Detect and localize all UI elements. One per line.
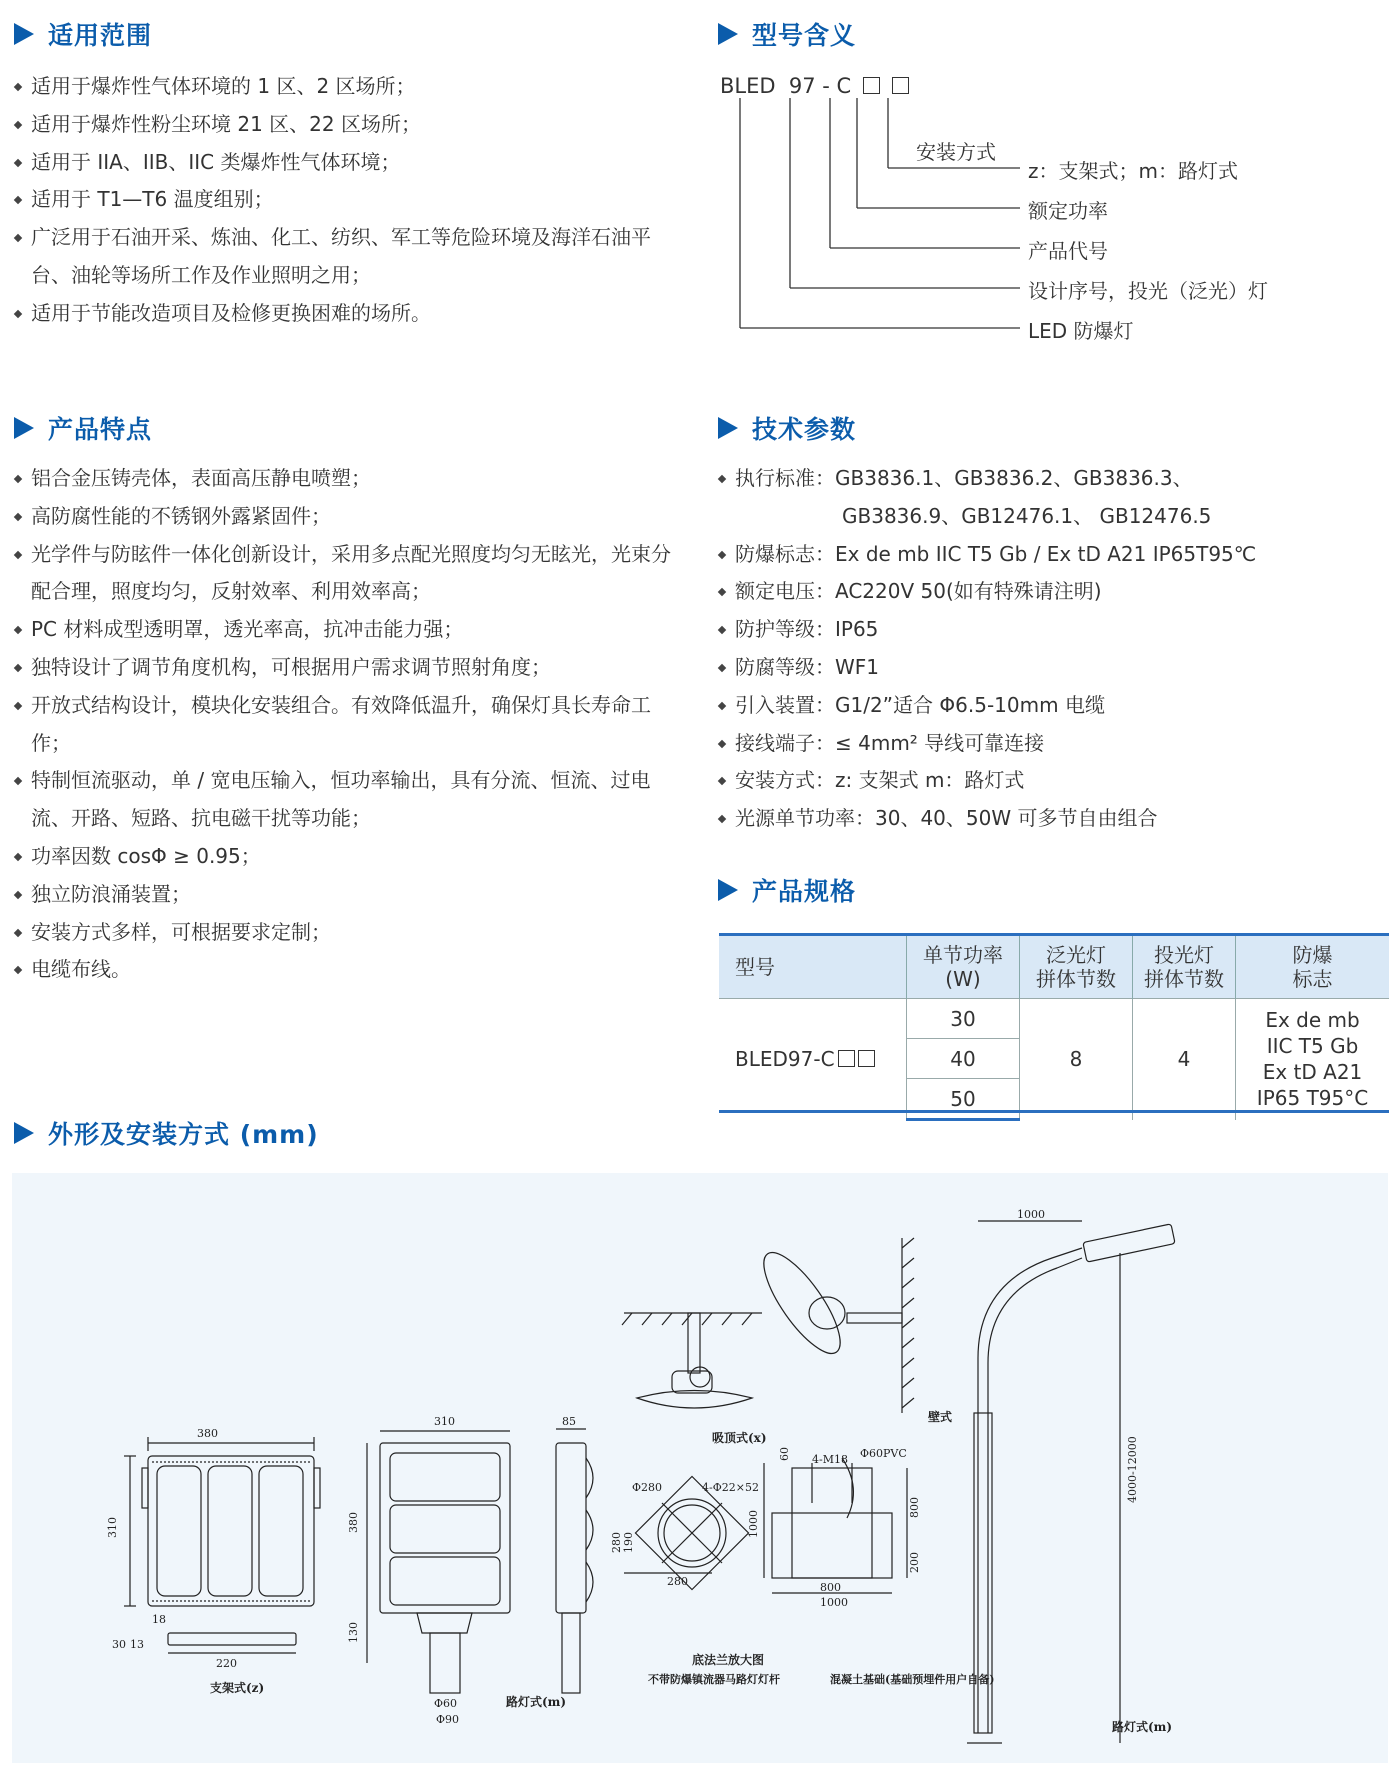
list-item: 电缆布线。: [12, 951, 677, 989]
list-item: 适用于 IIA、IIB、IIC 类爆炸性气体环境；: [12, 144, 677, 182]
caption-ceiling: 吸顶式(x): [712, 1431, 767, 1445]
street-luminaire-front-drawing: [367, 1431, 510, 1693]
dim-label: 310: [106, 1517, 119, 1538]
features-section-title: [14, 410, 152, 446]
dim-label: 4000-12000: [1126, 1436, 1139, 1503]
param-label: 安装方式：: [735, 768, 835, 793]
list-item: 适用于爆炸性气体环境的 1 区、2 区场所；: [12, 68, 677, 106]
wall-luminaire-drawing: [751, 1238, 914, 1413]
box-icon: [863, 77, 880, 94]
dim-label: 310: [434, 1415, 455, 1428]
scope-title-text: 适用范围: [48, 21, 153, 50]
header-power: 单节功率 (W): [907, 935, 1020, 999]
dim-label: 200: [908, 1552, 921, 1573]
dimensions-section-title: [14, 1115, 319, 1151]
param-label: 执行标准：: [735, 466, 835, 490]
list-item: 光学件与防眩件一体化创新设计，采用多点配光照度均匀无眩光，光束分配合理，照度均匀，反射效率、利用效率高；: [12, 536, 677, 612]
param-value: G1/2”适合 Φ6.5-10mm 电缆: [835, 692, 1105, 717]
model-code-prefix: BLED 97 - C: [720, 74, 852, 98]
foundation-drawing: [764, 1458, 907, 1593]
list-item: 适用于 T1—T6 温度组别；: [12, 181, 677, 219]
triangle-icon: [718, 879, 738, 901]
cell-power: 40: [907, 1039, 1020, 1079]
list-item: [716, 460, 1386, 536]
cell-power: 50: [907, 1079, 1020, 1120]
header-projector: 投光灯 拼体节数: [1133, 935, 1236, 999]
scope-section-title: [14, 16, 152, 52]
box-icon: [892, 77, 909, 94]
model-code: [720, 74, 909, 98]
caption-flange-note: 不带防爆镇流器马路灯灯杆: [648, 1673, 780, 1686]
dim-label: 800: [820, 1581, 841, 1594]
dim-label: Φ90: [436, 1713, 460, 1726]
param-label: 光源单节功率：: [735, 806, 875, 831]
dim-label: 13: [130, 1638, 144, 1651]
dim-label: 800: [908, 1497, 921, 1518]
label-install-options: z：支架式；m：路灯式: [1028, 159, 1238, 183]
param-value: ≤ 4mm² 导线可靠连接: [835, 730, 1045, 755]
cell-power: 30: [907, 999, 1020, 1039]
spec-title-text: 产品规格: [752, 877, 857, 906]
dim-label: 4-M18: [812, 1453, 848, 1466]
header-model: 型号: [719, 935, 907, 999]
list-item: 开放式结构设计，模块化安装组合。有效降低温升，确保灯具长寿命工作；: [12, 687, 677, 763]
triangle-icon: [14, 417, 34, 439]
dim-label: 380: [347, 1512, 360, 1533]
caption-bracket: 支架式(z): [210, 1681, 265, 1695]
dim-label: 30: [112, 1638, 126, 1651]
param-value: GB3836.1、GB3836.2、GB3836.3、: [835, 466, 1193, 490]
caption-foundation: 混凝土基础(基础预埋件用户自备): [830, 1673, 995, 1686]
label-serial: 设计序号，投光（泛光）灯: [1028, 279, 1268, 303]
dim-label: 60: [778, 1447, 791, 1461]
dim-label: 1000: [747, 1510, 760, 1538]
param-value: WF1: [835, 654, 880, 679]
dim-label: 190: [622, 1532, 635, 1553]
list-item: [716, 611, 1386, 649]
ex-line: IP65 T95°C: [1256, 1086, 1369, 1111]
label-product-code: 产品代号: [1028, 239, 1108, 263]
param-value: Ex de mb IIC T5 Gb / Ex tD A21 IP65T95℃: [835, 541, 1257, 566]
list-item: 安装方式多样，可根据要求定制；: [12, 914, 677, 952]
param-label: 防腐等级：: [735, 654, 835, 679]
label-install: 安装方式: [916, 140, 996, 164]
param-value: IP65: [835, 617, 879, 642]
features-title-text: 产品特点: [48, 415, 153, 444]
list-item: 高防腐性能的不锈钢外露紧固件；: [12, 498, 677, 536]
param-label: 接线端子：: [735, 730, 835, 755]
list-item: 铝合金压铸壳体，表面高压静电喷塑；: [12, 460, 677, 498]
tech-section-title: [718, 410, 856, 446]
dim-label: 18: [152, 1613, 166, 1626]
list-item: PC 材料成型透明罩，透光率高，抗冲击能力强；: [12, 611, 677, 649]
model-leader-lines: [730, 98, 1030, 333]
caption-street-a: 路灯式(m): [506, 1695, 567, 1709]
list-item: 适用于爆炸性粉尘环境 21 区、22 区场所；: [12, 106, 677, 144]
spec-section-title: [718, 872, 856, 908]
caption-flange: 底法兰放大图: [692, 1653, 765, 1667]
model-text: BLED97-C: [735, 1047, 835, 1072]
param-value: 30、40、50W 可多节自由组合: [875, 806, 1158, 831]
luminaire-side-drawing: [556, 1429, 593, 1693]
header-flood: 泛光灯 拼体节数: [1020, 935, 1133, 999]
box-icon: [838, 1050, 855, 1067]
dim-label: Φ280: [632, 1481, 663, 1494]
triangle-icon: [718, 417, 738, 439]
cell-ex: [1236, 999, 1390, 1120]
list-item: [716, 536, 1386, 574]
caption-wall: 壁式: [928, 1410, 953, 1424]
param-value: AC220V 50(如有特殊请注明): [835, 579, 1102, 604]
tech-list: [716, 460, 1386, 838]
dim-label: 4-Φ22×52: [702, 1481, 759, 1494]
box-icon: [858, 1050, 875, 1067]
table-bottom-rule: [719, 1110, 1389, 1113]
ceiling-luminaire-drawing: [622, 1313, 762, 1408]
param-label: 防护等级：: [735, 617, 835, 642]
header-ex: 防爆 标志: [1236, 935, 1390, 999]
param-label: 防爆标志：: [735, 541, 835, 566]
label-power: 额定功率: [1028, 199, 1108, 223]
dim-label: 85: [562, 1415, 576, 1428]
param-label: 额定电压：: [735, 579, 835, 604]
list-item: 特制恒流驱动，单 / 宽电压输入，恒功率输出，具有分流、恒流、过电流、开路、短路、抗电磁干扰等功能；: [12, 762, 677, 838]
dim-label: 280: [610, 1532, 623, 1553]
dim-label: 280: [667, 1575, 688, 1588]
triangle-icon: [14, 1122, 34, 1144]
dimension-drawing-panel: [12, 1173, 1388, 1763]
dim-label: 220: [216, 1657, 237, 1670]
dim-label: 130: [347, 1622, 360, 1643]
param-label: 引入装置：: [735, 692, 835, 717]
label-led: LED 防爆灯: [1028, 319, 1134, 343]
caption-street-b: 路灯式(m): [1112, 1720, 1173, 1734]
cell-flood: 8: [1020, 999, 1133, 1120]
list-item: 独特设计了调节角度机构，可根据用户需求调节照射角度；: [12, 649, 677, 687]
model-title-text: 型号含义: [752, 21, 857, 50]
list-item: [716, 573, 1386, 611]
ex-line: Ex tD A21: [1262, 1060, 1363, 1085]
tech-title-text: 技术参数: [752, 415, 857, 444]
list-item: 适用于节能改造项目及检修更换困难的场所。: [12, 295, 677, 333]
scope-list: [12, 68, 677, 333]
list-item: [716, 649, 1386, 687]
table-header-row: [719, 935, 1389, 999]
dim-label: 380: [197, 1427, 218, 1440]
model-section-title: [718, 16, 856, 52]
list-item: [716, 800, 1386, 838]
cell-projector: 4: [1133, 999, 1236, 1120]
list-item: [716, 762, 1386, 800]
cell-model: [719, 999, 907, 1120]
street-pole-drawing: [967, 1221, 1175, 1743]
triangle-icon: [14, 23, 34, 45]
spec-table: [719, 933, 1389, 1121]
param-value: z: 支架式 m：路灯式: [835, 768, 1025, 793]
features-list: [12, 460, 677, 989]
ex-line: Ex de mb: [1265, 1008, 1360, 1033]
list-item: 独立防浪涌装置；: [12, 876, 677, 914]
triangle-icon: [718, 23, 738, 45]
dimensions-title-text: 外形及安装方式 (mm): [48, 1120, 319, 1149]
dim-label: 1000: [1017, 1208, 1045, 1221]
table-row: [719, 999, 1389, 1039]
ex-line: IIC T5 Gb: [1266, 1034, 1359, 1059]
list-item: 广泛用于石油开采、炼油、化工、纺织、军工等危险环境及海洋石油平台、油轮等场所工作及作业照明之用；: [12, 219, 677, 295]
dim-label: Φ60: [434, 1697, 458, 1710]
list-item: [716, 725, 1386, 763]
list-item: [716, 687, 1386, 725]
param-value-cont: GB3836.9、GB12476.1、 GB12476.5: [842, 503, 1212, 528]
list-item: 功率因数 cosΦ ≥ 0.95；: [12, 838, 677, 876]
dim-label: Φ60PVC: [860, 1447, 907, 1460]
dim-label: 1000: [820, 1596, 848, 1609]
